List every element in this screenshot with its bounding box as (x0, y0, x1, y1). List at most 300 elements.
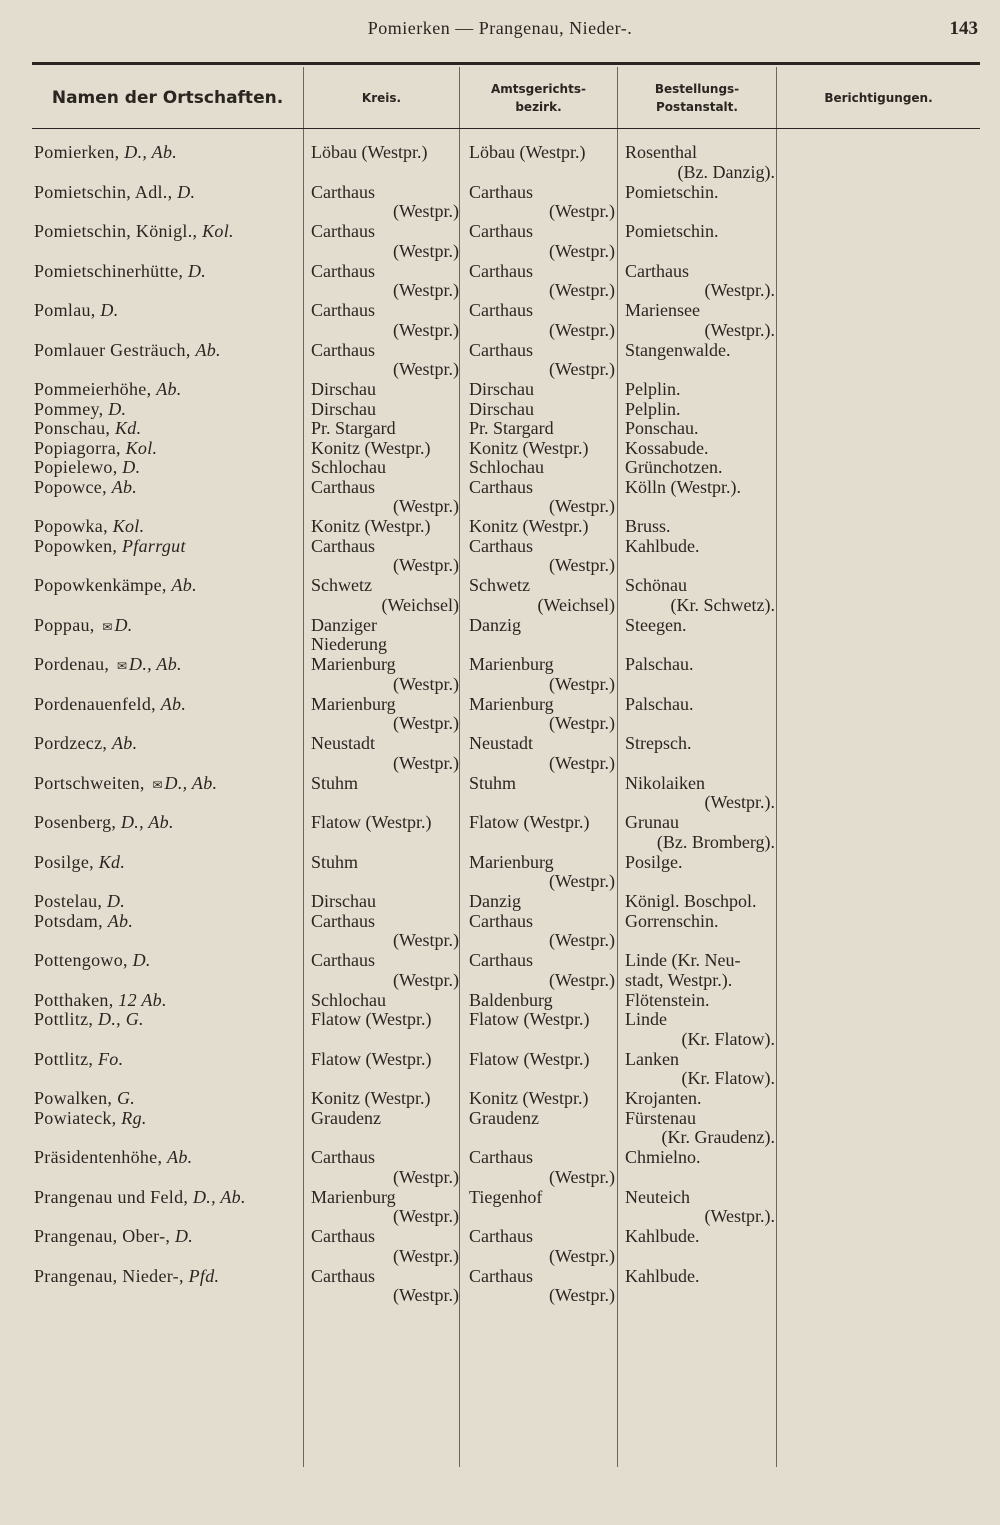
place-name (34, 380, 182, 400)
kreis-cell-line: Graudenz (311, 1107, 381, 1128)
amtsgericht-cell (469, 1267, 615, 1306)
place-name-text: Pottengowo, (34, 950, 133, 970)
postanstalt-cell (625, 912, 775, 932)
kreis-cell (311, 1010, 459, 1030)
kreis-cell-line: (Westpr.) (392, 713, 459, 733)
place-name (34, 143, 177, 163)
kreis-cell (311, 341, 459, 380)
column-header-amtsgerichtsbezirk: Amtsgerichts- bezirk. (491, 82, 586, 114)
amtsgericht-cell-line: Flatow (Westpr.) (469, 812, 590, 832)
place-type: D., Ab. (120, 812, 174, 832)
postanstalt-cell-line: (Bz. Danzig). (677, 161, 775, 182)
running-head (0, 18, 1000, 42)
amtsgericht-cell-line: Carthaus (469, 910, 533, 931)
postanstalt-cell (625, 695, 775, 715)
postanstalt-cell (625, 991, 775, 1011)
place-type: D. (108, 398, 127, 419)
place-name-text: Pomierken, (34, 142, 125, 162)
kreis-cell (311, 301, 459, 340)
kreis-cell (311, 1227, 459, 1266)
kreis-cell-line: (Westpr.) (392, 930, 459, 950)
amtsgericht-cell (469, 734, 615, 773)
place-name (34, 655, 182, 677)
amtsgericht-cell-line: (Westpr.) (548, 871, 615, 891)
kreis-cell (311, 400, 459, 420)
amtsgericht-cell-line: Carthaus (469, 221, 533, 241)
kreis-cell-line: Konitz (Westpr.) (311, 437, 431, 458)
place-type: Kol. (125, 437, 158, 458)
postanstalt-cell-line: Posilge. (625, 851, 683, 872)
kreis-cell-line: Schlochau (311, 457, 386, 477)
kreis-cell-line: Dirschau (311, 891, 376, 911)
amtsgericht-cell-line: (Westpr.) (548, 319, 615, 340)
amtsgericht-cell (469, 576, 615, 615)
kreis-cell (311, 892, 459, 912)
place-name (34, 1188, 246, 1208)
kreis-cell (311, 616, 459, 655)
amtsgericht-cell-line: Carthaus (469, 1226, 533, 1246)
place-name (34, 517, 144, 537)
kreis-cell-line: Schwetz (311, 575, 372, 595)
place-name (34, 912, 133, 932)
place-name (34, 1050, 123, 1070)
amtsgericht-cell (469, 951, 615, 990)
postanstalt-cell-line: stadt, Westpr.). (625, 969, 733, 990)
amtsgericht-cell (469, 695, 615, 734)
place-name-text: Pommey, (34, 398, 109, 419)
amtsgericht-cell (469, 517, 615, 537)
postanstalt-cell-line: Lanken (625, 1048, 679, 1069)
place-type: D. (100, 300, 119, 320)
kreis-cell (311, 1188, 459, 1227)
place-name-text: Pottlitz, (34, 1048, 99, 1069)
amtsgericht-cell (469, 853, 615, 892)
postanstalt-cell (625, 400, 775, 420)
postanstalt-cell (625, 458, 775, 478)
place-name-text: Pomietschin, Adl., (34, 181, 178, 202)
postanstalt-cell (625, 183, 775, 203)
postanstalt-cell-line: Kahlbude. (625, 1226, 700, 1246)
amtsgericht-cell-line: Carthaus (469, 1147, 533, 1167)
postanstalt-cell (625, 262, 775, 301)
place-name-text: Popowka, (34, 516, 113, 536)
amtsgericht-cell (469, 262, 615, 301)
kreis-cell (311, 991, 459, 1011)
place-name (34, 301, 119, 321)
kreis-cell (311, 478, 459, 517)
postanstalt-cell (625, 517, 775, 537)
postanstalt-cell-line: Strepsch. (625, 733, 692, 753)
kreis-cell (311, 380, 459, 400)
kreis-cell-line: Carthaus (311, 950, 375, 970)
place-type: D., Ab. (124, 142, 178, 162)
postanstalt-cell (625, 419, 775, 439)
top-rule (32, 62, 980, 65)
postanstalt-cell-line: Palschau. (625, 693, 694, 714)
place-name-text: Potsdam, (34, 910, 108, 931)
kreis-cell-line: Carthaus (311, 300, 375, 320)
kreis-cell (311, 813, 459, 833)
amtsgericht-cell (469, 813, 615, 833)
amtsgericht-cell-line: Dirschau (469, 398, 534, 419)
place-type: Kd. (98, 851, 126, 872)
postanstalt-cell (625, 1188, 775, 1227)
postanstalt-cell (625, 1148, 775, 1168)
kreis-cell-line: (Westpr.) (392, 280, 459, 300)
postanstalt-cell-line: Grünchotzen. (625, 457, 723, 477)
kreis-cell-line: Löbau (Westpr.) (311, 142, 428, 162)
envelope-icon: ✉ (102, 619, 112, 634)
amtsgericht-cell (469, 991, 615, 1011)
place-name-text: Powalken, (34, 1088, 117, 1108)
place-name (34, 400, 126, 420)
kreis-cell (311, 774, 459, 794)
postanstalt-cell (625, 380, 775, 400)
header-rule (32, 128, 980, 129)
amtsgericht-cell-line: (Westpr.) (548, 555, 615, 575)
postanstalt-cell-line: Palschau. (625, 654, 694, 674)
amtsgericht-cell-line: (Westpr.) (548, 1166, 615, 1187)
place-name (34, 341, 221, 361)
kreis-cell-line: Dirschau (311, 398, 376, 419)
amtsgericht-cell (469, 1109, 615, 1129)
kreis-cell-line: (Westpr.) (392, 1285, 459, 1305)
amtsgericht-cell-line: (Westpr.) (548, 496, 615, 516)
place-name-text: Pommeierhöhe, (34, 379, 157, 399)
postanstalt-cell-line: Mariensee (625, 300, 700, 320)
place-name-text: Pomlauer Gesträuch, (34, 339, 196, 360)
postanstalt-cell (625, 1227, 775, 1247)
place-type: G. (117, 1088, 136, 1108)
page-number: 143 (949, 18, 978, 39)
postanstalt-cell (625, 853, 775, 873)
amtsgericht-cell-line: (Westpr.) (548, 1245, 615, 1266)
kreis-cell-line: Stuhm (311, 772, 359, 793)
kreis-cell-line: Flatow (Westpr.) (311, 1048, 432, 1069)
postanstalt-cell-line: Pomietschin. (625, 181, 719, 202)
kreis-cell-line: Stuhm (311, 851, 359, 872)
kreis-cell-line: Konitz (Westpr.) (311, 516, 431, 536)
place-type: D. (122, 457, 141, 477)
postanstalt-cell-line: Kölln (Westpr.). (625, 476, 742, 497)
amtsgericht-cell (469, 774, 615, 794)
kreis-cell (311, 951, 459, 990)
kreis-cell-line: (Westpr.) (392, 1206, 459, 1226)
place-name (34, 1010, 144, 1030)
kreis-cell-line: Dirschau (311, 379, 376, 399)
amtsgericht-cell (469, 1089, 615, 1109)
place-type: Ab. (160, 693, 187, 714)
place-type: 12 Ab. (118, 989, 167, 1010)
envelope-icon: ✉ (116, 659, 127, 673)
place-type: Ab. (111, 733, 138, 753)
amtsgericht-cell-line: Flatow (Westpr.) (469, 1048, 590, 1069)
kreis-cell (311, 1089, 459, 1109)
place-name (34, 262, 206, 282)
amtsgericht-cell (469, 1188, 615, 1208)
amtsgericht-cell-line: Tiegenhof (469, 1186, 543, 1207)
postanstalt-cell-line: Kahlbude. (625, 1265, 700, 1286)
place-type: Fo. (98, 1048, 124, 1069)
amtsgericht-cell (469, 183, 615, 222)
place-name-text: Pordzecz, (34, 733, 112, 753)
kreis-cell-line: Carthaus (311, 339, 375, 360)
postanstalt-cell-line: Nikolaiken (625, 772, 705, 793)
place-name-text: Poppau, (34, 614, 100, 635)
postanstalt-cell-line: Königl. Boschpol. (625, 891, 757, 911)
place-name (34, 478, 137, 498)
place-type: D. (132, 950, 151, 970)
amtsgericht-cell (469, 439, 615, 459)
postanstalt-cell-line: (Kr. Flatow). (681, 1028, 775, 1049)
kreis-cell-line: (Westpr.) (392, 555, 459, 575)
place-type: Ab. (111, 476, 138, 497)
kreis-cell (311, 143, 459, 163)
amtsgericht-cell (469, 380, 615, 400)
amtsgericht-cell-line: Carthaus (469, 181, 533, 202)
kreis-cell (311, 1267, 459, 1306)
kreis-cell-line: (Westpr.) (392, 1166, 459, 1187)
postanstalt-cell (625, 537, 775, 557)
kreis-cell-line: Carthaus (311, 910, 375, 931)
place-name-text: Pottlitz, (34, 1009, 99, 1029)
postanstalt-cell-line: (Westpr.). (704, 319, 775, 340)
kreis-cell-line: (Westpr.) (392, 1245, 459, 1266)
postanstalt-cell-line: Fürstenau (625, 1107, 696, 1128)
place-name-text: Popowken, (34, 535, 122, 556)
kreis-cell-line: Carthaus (311, 535, 375, 556)
kreis-cell (311, 262, 459, 301)
amtsgericht-cell (469, 419, 615, 439)
place-type: D., Ab. (164, 772, 218, 793)
postanstalt-cell (625, 301, 775, 340)
kreis-cell (311, 655, 459, 694)
kreis-cell-line: Carthaus (311, 260, 375, 281)
amtsgericht-cell-line: Flatow (Westpr.) (469, 1009, 590, 1029)
amtsgericht-cell-line: Danzig (469, 614, 521, 635)
kreis-cell-line: (Westpr.) (392, 673, 459, 694)
amtsgericht-cell-line: Carthaus (469, 1265, 533, 1286)
kreis-cell-line: Carthaus (311, 476, 375, 497)
amtsgericht-cell-line: (Westpr.) (548, 359, 615, 379)
kreis-cell-line: Carthaus (311, 1265, 375, 1286)
postanstalt-cell (625, 1010, 775, 1049)
place-name (34, 951, 151, 971)
place-type: Kd. (115, 418, 142, 438)
place-name-text: Powiateck, (34, 1107, 122, 1128)
postanstalt-cell-line: Grunau (625, 812, 679, 832)
kreis-cell (311, 912, 459, 951)
postanstalt-cell-line: Pelplin. (625, 398, 681, 419)
postanstalt-cell (625, 1050, 775, 1089)
postanstalt-cell (625, 734, 775, 754)
postanstalt-cell-line: Krojanten. (625, 1088, 702, 1108)
kreis-cell-line: Konitz (Westpr.) (311, 1088, 431, 1108)
kreis-cell (311, 1109, 459, 1129)
kreis-cell-line: (Westpr.) (392, 201, 459, 221)
postanstalt-cell (625, 439, 775, 459)
kreis-cell-line: (Westpr.) (392, 496, 459, 516)
postanstalt-cell (625, 341, 775, 361)
place-name (34, 537, 186, 557)
place-name (34, 222, 234, 242)
postanstalt-cell-line: Chmielno. (625, 1147, 701, 1167)
postanstalt-cell (625, 813, 775, 852)
postanstalt-cell-line: Rosenthal (625, 142, 697, 162)
postanstalt-cell-line: Ponschau. (625, 418, 699, 438)
place-name-text: Pordenauenfeld, (34, 693, 161, 714)
postanstalt-cell-line: (Kr. Flatow). (681, 1068, 775, 1088)
kreis-cell-line: (Westpr.) (392, 969, 459, 990)
amtsgericht-cell-line: Stuhm (469, 772, 517, 793)
kreis-cell-line: (Westpr.) (392, 319, 459, 340)
place-type: D., Ab. (129, 654, 182, 674)
amtsgericht-cell-line: (Westpr.) (548, 1285, 615, 1305)
place-name (34, 576, 197, 596)
amtsgericht-cell-line: Konitz (Westpr.) (469, 516, 589, 536)
kreis-cell (311, 183, 459, 222)
place-name-text: Postelau, (34, 891, 107, 911)
postanstalt-cell-line: Flötenstein. (625, 989, 710, 1010)
amtsgericht-cell (469, 341, 615, 380)
kreis-cell (311, 1148, 459, 1187)
place-name-text: Prangenau, Ober-, (34, 1226, 175, 1246)
place-name-text: Prangenau, Nieder-, (34, 1265, 189, 1286)
postanstalt-cell (625, 1109, 775, 1148)
postanstalt-cell-line: Linde (Kr. Neu- (625, 950, 741, 970)
amtsgericht-cell-line: (Westpr.) (548, 201, 615, 221)
place-type: D., Ab. (192, 1186, 246, 1207)
place-name (34, 1227, 193, 1247)
place-name (34, 458, 140, 478)
amtsgericht-cell-line: Carthaus (469, 950, 533, 970)
amtsgericht-cell (469, 537, 615, 576)
amtsgericht-cell (469, 1050, 615, 1070)
postanstalt-cell (625, 478, 775, 498)
place-type: D. (114, 614, 133, 635)
kreis-cell-line: Carthaus (311, 1147, 375, 1167)
place-type: D. (177, 181, 196, 202)
amtsgericht-cell-line: Konitz (Westpr.) (469, 1088, 589, 1108)
place-type: Pfd. (188, 1265, 220, 1286)
place-name (34, 616, 133, 638)
postanstalt-cell-line: Linde (625, 1009, 667, 1029)
postanstalt-cell (625, 951, 775, 990)
place-name-text: Popowkenkämpe, (34, 575, 172, 595)
column-header-name: Namen der Ortschaften. (51, 88, 284, 108)
amtsgericht-cell (469, 478, 615, 517)
amtsgericht-cell-line: Carthaus (469, 300, 533, 320)
amtsgericht-cell-line: Carthaus (469, 535, 533, 556)
place-name (34, 892, 125, 912)
postanstalt-cell-line: Steegen. (625, 614, 687, 635)
amtsgericht-cell (469, 892, 615, 912)
kreis-cell-line: Marienburg (311, 1186, 396, 1207)
place-type: D., G. (98, 1009, 144, 1029)
kreis-cell-line: (Westpr.) (392, 240, 459, 261)
postanstalt-cell-line: Stangenwalde. (625, 339, 731, 360)
amtsgericht-cell-line: (Westpr.) (548, 240, 615, 261)
amtsgericht-cell-line: Schlochau (469, 457, 544, 477)
amtsgericht-cell-line: Carthaus (469, 260, 533, 281)
kreis-cell-line: Pr. Stargard (311, 418, 396, 438)
place-name-text: Pomietschinerhütte, (34, 260, 188, 281)
place-name-text: Pomlau, (34, 300, 101, 320)
place-name (34, 1148, 192, 1168)
postanstalt-cell (625, 1267, 775, 1287)
place-type: Ab. (156, 379, 182, 399)
amtsgericht-cell (469, 301, 615, 340)
kreis-cell-line: Neustadt (311, 733, 375, 753)
column-divider (459, 67, 460, 1467)
place-type: Pfarrgut (122, 535, 186, 556)
amtsgericht-cell (469, 143, 615, 163)
postanstalt-cell (625, 892, 775, 912)
place-name-text: Prangenau und Feld, (34, 1186, 193, 1207)
postanstalt-cell-line: Bruss. (625, 516, 671, 536)
column-divider (617, 67, 618, 1467)
place-name (34, 1089, 135, 1109)
postanstalt-cell-line: (Westpr.). (704, 792, 775, 812)
amtsgericht-cell-line: Löbau (Westpr.) (469, 142, 586, 162)
amtsgericht-cell-line: (Westpr.) (548, 930, 615, 950)
amtsgericht-cell-line: Graudenz (469, 1107, 539, 1128)
postanstalt-cell-line: (Westpr.). (704, 280, 775, 300)
postanstalt-cell-line: Schönau (625, 575, 687, 595)
place-type: Ab. (167, 1147, 193, 1167)
place-name-text: Präsidentenhöhe, (34, 1147, 168, 1167)
kreis-cell (311, 458, 459, 478)
amtsgericht-cell-line: (Westpr.) (548, 673, 615, 694)
place-name (34, 853, 125, 873)
place-name-text: Popowce, (34, 476, 112, 497)
place-name (34, 695, 186, 715)
amtsgericht-cell (469, 222, 615, 261)
kreis-cell (311, 576, 459, 615)
postanstalt-cell (625, 143, 775, 182)
place-name (34, 734, 137, 754)
amtsgericht-cell-line: Marienburg (469, 654, 554, 674)
kreis-cell-line: Marienburg (311, 654, 396, 674)
place-name (34, 439, 157, 459)
place-name-text: Posenberg, (34, 812, 121, 832)
amtsgericht-cell-line: Danzig (469, 891, 521, 911)
place-name-text: Popielewo, (34, 457, 123, 477)
kreis-cell (311, 1050, 459, 1070)
amtsgericht-cell-line: Dirschau (469, 379, 534, 399)
place-type: Kol. (112, 516, 145, 536)
place-name (34, 991, 167, 1011)
kreis-cell-line: (Westpr.) (392, 752, 459, 773)
amtsgericht-cell (469, 400, 615, 420)
amtsgericht-cell-line: Pr. Stargard (469, 418, 554, 438)
kreis-cell-line: (Weichsel) (381, 594, 459, 615)
place-type: Ab. (107, 910, 134, 931)
place-type: D. (187, 260, 207, 281)
amtsgericht-cell-line: Konitz (Westpr.) (469, 437, 589, 458)
column-divider (776, 67, 777, 1467)
postanstalt-cell-line: Carthaus (625, 260, 689, 281)
postanstalt-cell (625, 616, 775, 636)
amtsgericht-cell-line: (Westpr.) (548, 752, 615, 773)
postanstalt-cell-line: Kossabude. (625, 437, 709, 458)
postanstalt-cell-line: Neuteich (625, 1186, 690, 1207)
amtsgericht-cell-line: Marienburg (469, 693, 554, 714)
amtsgericht-cell (469, 458, 615, 478)
place-name-text: Potthaken, (34, 989, 119, 1010)
postanstalt-cell-line: Pomietschin. (625, 221, 719, 241)
kreis-cell (311, 222, 459, 261)
